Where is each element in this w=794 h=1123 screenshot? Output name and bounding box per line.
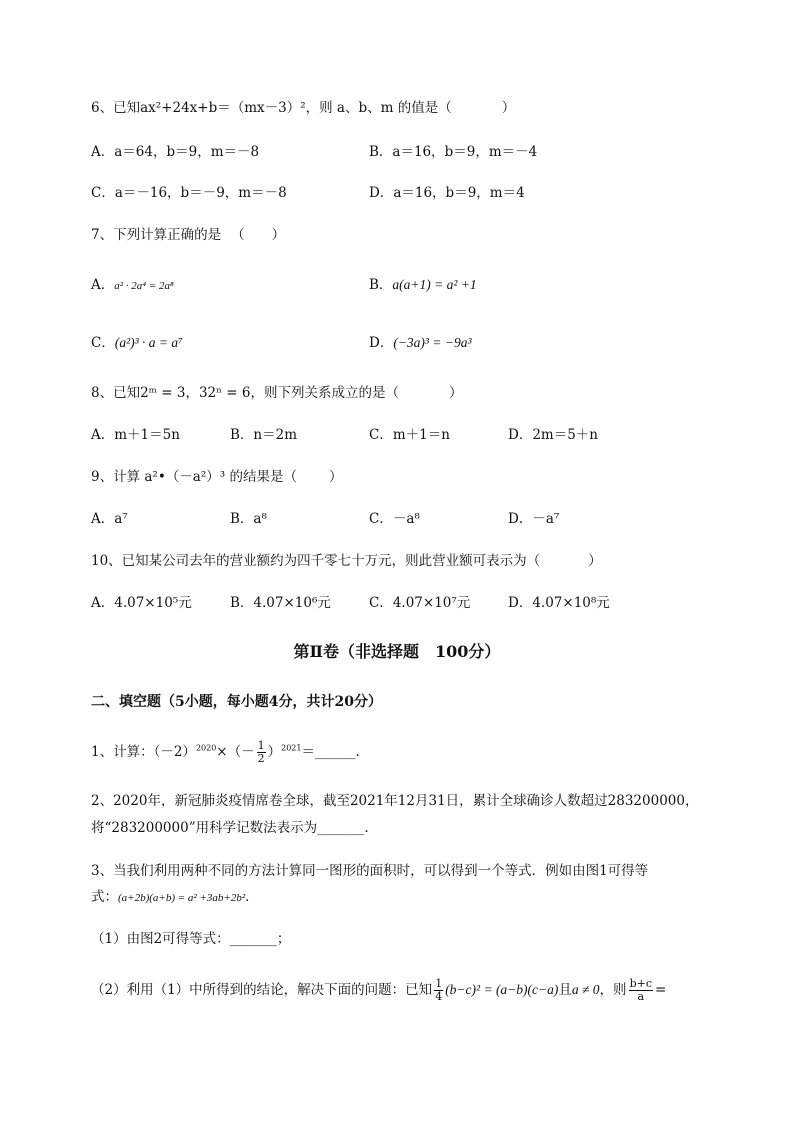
fill-3-line2: 式：(a+2b)(a+b) = a² +3ab+2b²． <box>91 889 259 905</box>
q7-stem: 7、下列计算正确的是 （ ） <box>91 227 286 243</box>
q10-option-c: C．4.07×10⁷元 <box>369 595 471 611</box>
q8-option-c: C．m＋1＝n <box>369 427 450 443</box>
q8-option-d: D．2m＝5＋n <box>508 427 598 443</box>
part2-title: 第Ⅱ卷（非选择题 100分） <box>293 642 501 661</box>
q9-option-a: A．a⁷ <box>91 511 128 527</box>
q8-option-b: B．n＝2m <box>230 427 298 443</box>
q8-option-a: A．m＋1＝5n <box>91 427 180 443</box>
section-heading: 二、填空题（5小题，每小题4分，共计20分） <box>91 694 382 710</box>
q6-stem: 6、已知ax²+24x+b＝（mx－3）²，则 a、b、m 的值是（ ） <box>91 100 516 116</box>
q10-stem: 10、已知某公司去年的营业额约为四千零七十万元，则此营业额可表示为（ ） <box>91 553 602 569</box>
q10-option-b: B．4.07×10⁶元 <box>230 595 331 611</box>
q7-option-a: A．a² · 2a⁴ = 2a⁸ <box>91 277 174 293</box>
q6-option-d: D．a＝16，b＝9，m＝4 <box>369 185 525 201</box>
fill-3-sub1: （1）由图2可得等式：_______； <box>91 931 291 947</box>
q10-option-d: D．4.07×10⁸元 <box>508 595 610 611</box>
fraction-half: $\frac{1}{2}$ <box>257 739 265 765</box>
q9-option-d: D．－a⁷ <box>508 511 560 527</box>
q9-stem: 9、计算 a²•（－a²）³ 的结果是（ ） <box>91 469 343 485</box>
fill-3-sub2: （2）利用（1）中所得到的结论，解决下面的问题：已知 $\frac{1}{4}$ (b−c)² = (a−b)(c−a)且a ≠ 0，则 $\frac{b+c}{a}$ = <box>91 977 667 1003</box>
fill-2-line1: 2、2020年，新冠肺炎疫情席卷全球，截至2021年12月31日，累计全球确诊人数超过283200000， <box>91 793 699 809</box>
fill-2-line2: 将“283200000”用科学记数法表示为_______. <box>91 820 369 836</box>
q8-stem: 8、已知2ᵐ = 3，32ⁿ = 6，则下列关系成立的是（ ） <box>91 385 463 401</box>
q7-option-c: C．(a²)³ · a = a⁷ <box>91 335 183 351</box>
q7-option-b: B．a(a+1) = a² +1 <box>369 277 477 293</box>
q9-option-c: C．－a⁸ <box>369 511 420 527</box>
fill-1: 1、计算：$(-2)^{2020}\times(-$ $\frac{1}{2}$ ）$^{2021}$＝______. <box>91 739 360 765</box>
q6-option-a: A．a＝64，b＝9，m＝－8 <box>91 144 260 160</box>
q7-option-d: D．(−3a)³ = −9a³ <box>369 335 472 351</box>
fill-3-line1: 3、当我们利用两种不同的方法计算同一图形的面积时，可以得到一个等式．例如由图1可得等 <box>91 863 649 879</box>
q6-option-b: B．a＝16，b＝9，m＝－4 <box>369 144 538 160</box>
q6-option-c: C．a＝－16，b＝－9，m＝－8 <box>91 185 287 201</box>
fraction-b-plus-c-over-a: $\frac{b+c}{a}$ <box>629 977 652 1003</box>
q9-option-b: B．a⁸ <box>230 511 267 527</box>
fraction-quarter: $\frac{1}{4}$ <box>435 977 443 1003</box>
q10-option-a: A．4.07×10⁵元 <box>91 595 192 611</box>
